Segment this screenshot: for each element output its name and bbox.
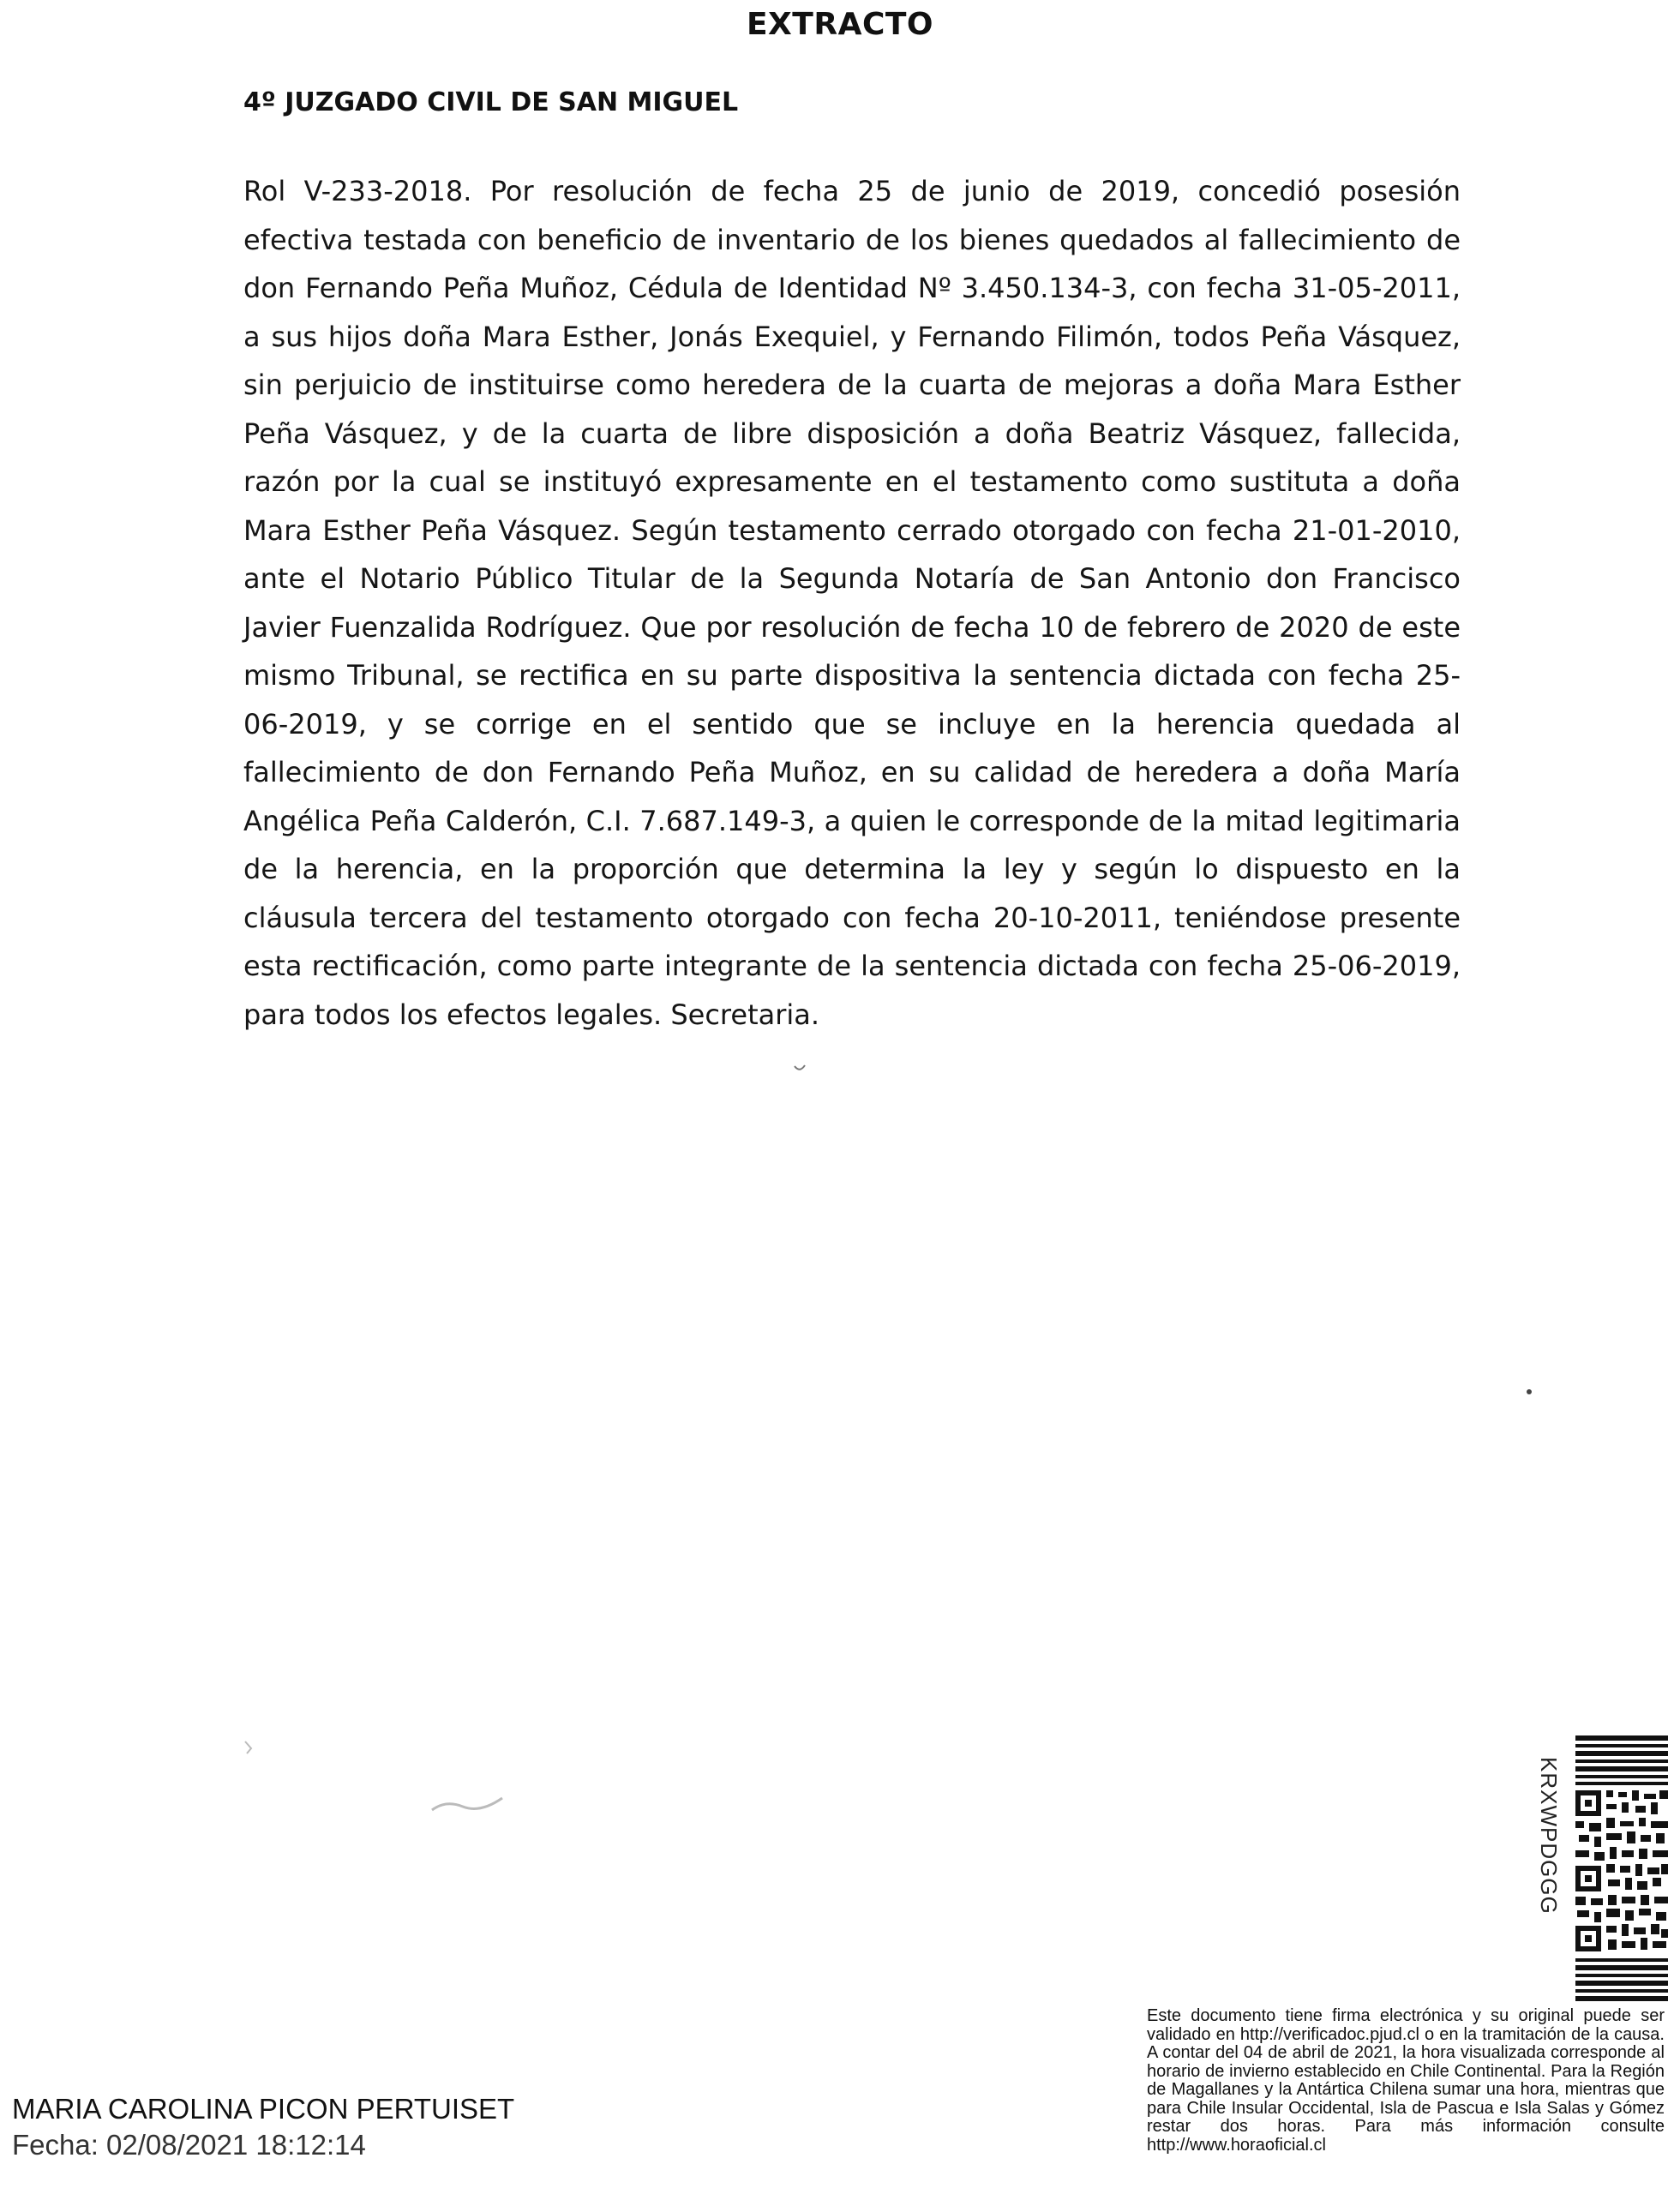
scan-speck [243, 1740, 255, 1755]
scan-speck [1526, 1388, 1533, 1395]
electronic-signature-notice: Este documento tiene firma electrónica y su original puede ser validado en http://verificadoc.pjud.cl o en la tramitación de la causa. A contar del 04 de abril de 2021, la hora visualizada corresponde al horario de invierno establecido en Chile Continental. Para la Región de Magallanes y la Antártica Chilena sumar una hora, mientras que para Chile Insular Occidental, Isla de Pascua e Isla Salas y Gómez restar dos horas. Para más información consulte http://www.horaoficial.cl [1147, 2006, 1665, 2155]
document-title: EXTRACTO [746, 7, 934, 42]
qr-code-icon [1575, 1735, 1668, 2001]
signer-name: MARIA CAROLINA PICON PERTUISET [12, 2093, 515, 2125]
scan-smudge [429, 1791, 506, 1817]
scan-speck [793, 1063, 807, 1073]
signature-date: Fecha: 02/08/2021 18:12:14 [12, 2129, 366, 2161]
verification-code: KRXWPDGGG [1536, 1757, 1562, 1915]
extract-body: Rol V-233-2018. Por resolución de fecha 25 de junio de 2019, concedió posesión efectiva testada con beneficio de inventario de los bienes quedados al fallecimiento de don Fernando Peña Muñoz, Cédula de Identidad Nº 3.450.134-3, con fecha 31-05-2011, a sus hijos doña Mara Esther, Jonás Exequiel, y Fernando Filimón, todos Peña Vásquez, sin perjuicio de instituirse como heredera de la cuarta de mejoras a doña Mara Esther Peña Vásquez, y de la cuarta de libre disposición a doña Beatriz Vásquez, fallecida, razón por la cual se instituyó expresamente en el testamento como sustituta a doña Mara Esther Peña Vásquez. Según testamento cerrado otorgado con fecha 21-01-2010, ante el Notario Público Titular de la Segunda Notaría de San Antonio don Francisco Javier Fuenzalida Rodríguez. Que por resolución de fecha 10 de febrero de 2020 de este mismo Tribunal, se rectifica en su parte dispositiva la sentencia dictada con fecha 25-06-2019, y se corrige en el sentido que se incluye en la herencia quedada al fallecimiento de don Fernando Peña Muñoz, en su calidad de heredera a doña María Angélica Peña Calderón, C.I. 7.687.149-3, a quien le corresponde de la mitad legitimaria de la herencia, en la proporción que determina la ley y según lo dispuesto en la cláusula tercera del testamento otorgado con fecha 20-10-2011, teniéndose presente esta rectificación, como parte integrante de la sentencia dictada con fecha 25-06-2019, para todos los efectos legales. Secretaria. [243, 175, 1461, 1031]
court-name: 4º JUZGADO CIVIL DE SAN MIGUEL [243, 87, 739, 117]
